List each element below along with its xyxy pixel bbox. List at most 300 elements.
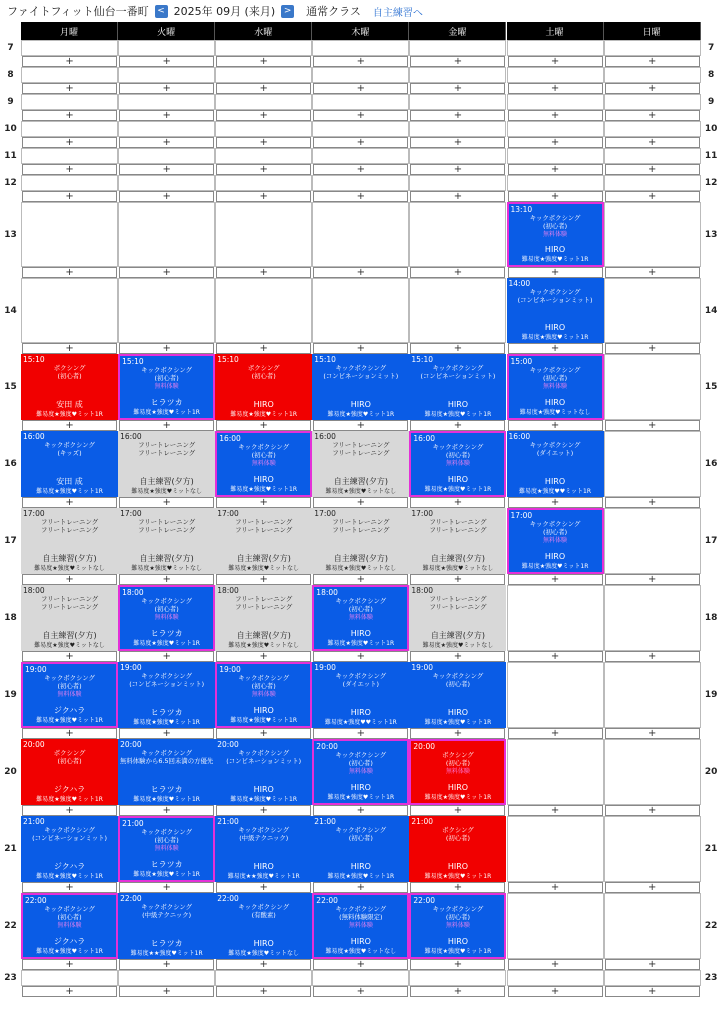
schedule-cell — [118, 40, 215, 56]
lesson-difficulty: 難易度★強度♥ミット1R — [424, 794, 492, 802]
lesson-name: キックボクシング — [335, 364, 387, 372]
add-lesson-button[interactable]: + — [22, 574, 117, 585]
lesson-coach: HIRO — [544, 244, 566, 254]
add-lesson-button[interactable]: + — [410, 164, 505, 175]
add-lesson-button[interactable]: + — [313, 343, 408, 354]
hour-label-right: 22 — [704, 921, 718, 931]
schedule-cell — [507, 816, 604, 882]
add-lesson-button[interactable]: + — [22, 267, 117, 278]
add-lesson-button[interactable]: + — [216, 497, 311, 508]
lesson-card[interactable] — [409, 816, 506, 882]
lesson-coach: HIRO — [544, 476, 566, 486]
add-lesson-button[interactable]: + — [216, 110, 311, 121]
lesson-card[interactable] — [215, 585, 312, 651]
add-lesson-button[interactable]: + — [216, 267, 311, 278]
lesson-name: フリートレーニング — [429, 595, 487, 603]
add-lesson-button[interactable]: + — [119, 137, 214, 148]
add-lesson-button[interactable]: + — [605, 882, 700, 893]
add-lesson-button[interactable]: + — [508, 56, 603, 67]
add-lesson-button[interactable]: + — [313, 110, 408, 121]
lesson-subtitle: (初心者) — [251, 372, 276, 380]
lesson-coach: ヒラツカ — [150, 707, 183, 717]
add-lesson-button[interactable]: + — [605, 343, 700, 354]
lesson-difficulty: 難易度★強度♥ミットなし — [34, 642, 105, 650]
lesson-coach: 自主練習(夕方) — [236, 630, 291, 640]
lesson-difficulty: 難易度★強度♥ミット1R — [36, 488, 103, 496]
add-lesson-button[interactable]: + — [216, 164, 311, 175]
lesson-name: キックボクシング — [44, 905, 95, 913]
add-lesson-button[interactable]: + — [508, 651, 603, 662]
hour-label-left: 9 — [7, 97, 14, 107]
schedule-cell — [507, 94, 604, 110]
add-lesson-button[interactable]: + — [313, 420, 408, 431]
lesson-name: キックボクシング — [238, 674, 290, 682]
lesson-time: 22:00 — [316, 896, 338, 905]
lesson-name: キックボクシング — [432, 905, 484, 913]
add-lesson-button[interactable]: + — [22, 805, 117, 816]
lesson-difficulty: 難易度★強度♥ミット1R — [230, 486, 298, 494]
lesson-coach: ジクハラ — [53, 705, 86, 715]
add-lesson-button[interactable]: + — [119, 191, 214, 202]
add-lesson-button[interactable]: + — [410, 56, 505, 67]
hour-label-left: 22 — [4, 921, 17, 931]
lesson-difficulty: 難易度★強度♥ミットなし — [325, 565, 397, 573]
hour-label-right: 14 — [704, 305, 718, 316]
lesson-name: フリートレーニング — [138, 518, 196, 526]
schedule-cell — [312, 970, 409, 986]
lesson-card[interactable] — [215, 508, 312, 574]
hour-label-right: 23 — [704, 973, 718, 983]
lesson-coach: 安田 成 — [56, 399, 83, 409]
lesson-coach: ジクハラ — [53, 861, 86, 871]
lesson-card[interactable] — [118, 662, 215, 728]
hour-label-right: 13 — [704, 229, 718, 240]
next-month-button[interactable]: > — [281, 5, 294, 18]
lesson-card[interactable] — [21, 816, 118, 882]
add-lesson-button[interactable]: + — [119, 497, 214, 508]
add-lesson-button[interactable]: + — [605, 805, 700, 816]
lesson-name: キックボクシング — [141, 672, 192, 680]
schedule-cell — [312, 278, 409, 343]
add-lesson-button[interactable]: + — [313, 191, 408, 202]
schedule-cell — [604, 67, 701, 83]
self-practice-link[interactable]: 自主練習へ — [372, 7, 423, 19]
prev-month-button[interactable]: < — [155, 5, 168, 18]
lesson-coach: HIRO — [447, 707, 469, 717]
lesson-time: 21:00 — [23, 817, 45, 826]
schedule-cell — [21, 175, 118, 191]
lesson-time: 18:00 — [23, 586, 45, 595]
lesson-name: ボクシング — [53, 749, 86, 757]
lesson-card[interactable] — [21, 431, 118, 497]
add-lesson-button[interactable]: + — [508, 805, 603, 816]
lesson-coach: HIRO — [447, 474, 469, 484]
lesson-card[interactable] — [507, 278, 604, 343]
schedule-cell — [312, 121, 409, 137]
lesson-card[interactable] — [215, 431, 312, 497]
lesson-subtitle: (ダイエット) — [342, 680, 380, 688]
lesson-subtitle: フリートレーニング — [429, 603, 487, 611]
add-lesson-button[interactable]: + — [605, 959, 700, 970]
add-lesson-button[interactable]: + — [410, 959, 505, 970]
lesson-name: キックボクシング — [529, 520, 581, 528]
add-lesson-button[interactable]: + — [605, 137, 700, 148]
hour-label-left: 17 — [4, 536, 17, 546]
hour-label-left: 20 — [4, 767, 17, 777]
lesson-card[interactable] — [21, 662, 118, 728]
add-lesson-button[interactable]: + — [410, 805, 505, 816]
add-lesson-button[interactable]: + — [508, 110, 603, 121]
add-lesson-button[interactable]: + — [119, 267, 214, 278]
lesson-coach: ジクハラ — [53, 936, 86, 946]
schedule-cell — [604, 431, 701, 497]
lesson-card[interactable] — [409, 508, 506, 574]
lesson-subtitle: (中級テクニック) — [239, 834, 289, 842]
add-lesson-button[interactable]: + — [313, 164, 408, 175]
add-lesson-button[interactable]: + — [508, 574, 603, 585]
add-lesson-button[interactable]: + — [119, 56, 214, 67]
add-lesson-button[interactable]: + — [119, 651, 214, 662]
lesson-difficulty: 難易度★強度♥ミットなし — [34, 565, 105, 573]
add-lesson-button[interactable]: + — [313, 882, 408, 893]
lesson-card[interactable] — [118, 508, 215, 574]
add-lesson-button[interactable]: + — [410, 191, 505, 202]
add-lesson-button[interactable]: + — [605, 497, 700, 508]
lesson-card[interactable] — [312, 431, 409, 497]
hour-label-left: 8 — [7, 70, 14, 80]
lesson-card[interactable] — [215, 662, 312, 728]
add-lesson-button[interactable]: + — [22, 986, 117, 997]
lesson-subtitle: フリートレーニング — [429, 526, 487, 534]
schedule-cell — [409, 40, 506, 56]
lesson-card[interactable] — [312, 508, 409, 574]
lesson-card[interactable] — [118, 431, 215, 497]
hour-label-right: 20 — [704, 767, 718, 777]
hour-label-left: 18 — [4, 613, 17, 623]
add-lesson-button[interactable]: + — [313, 497, 408, 508]
schedule-cell — [409, 121, 506, 137]
schedule-cell — [118, 278, 215, 343]
lesson-time: 18:00 — [316, 588, 338, 597]
add-lesson-button[interactable]: + — [508, 343, 603, 354]
add-lesson-button[interactable]: + — [410, 986, 505, 997]
hour-label-right: 15 — [704, 382, 718, 392]
add-lesson-button[interactable]: + — [119, 574, 214, 585]
lesson-card[interactable] — [215, 739, 312, 805]
lesson-card[interactable] — [507, 431, 604, 497]
add-lesson-button[interactable]: + — [313, 267, 408, 278]
lesson-trial-label: 無料体験 — [543, 537, 568, 544]
lesson-coach: 自主練習(夕方) — [430, 630, 486, 640]
lesson-time: 22:00 — [120, 894, 142, 903]
add-lesson-button[interactable]: + — [508, 728, 603, 739]
lesson-difficulty: 難易度★強度♥ミットなし — [422, 642, 494, 650]
lesson-difficulty: 難易度★強度♥ミット1R — [424, 873, 492, 881]
lesson-card[interactable] — [312, 893, 409, 959]
add-lesson-button[interactable]: + — [119, 343, 214, 354]
add-lesson-button[interactable]: + — [22, 83, 117, 94]
add-lesson-button[interactable]: + — [508, 420, 603, 431]
schedule-cell — [507, 585, 604, 651]
add-lesson-button[interactable]: + — [605, 110, 700, 121]
lesson-card[interactable] — [409, 354, 506, 420]
add-lesson-button[interactable]: + — [508, 191, 603, 202]
add-lesson-button[interactable]: + — [119, 420, 214, 431]
lesson-subtitle: (ダイエット) — [536, 449, 574, 457]
lesson-coach: HIRO — [350, 861, 371, 871]
add-lesson-button[interactable]: + — [22, 110, 117, 121]
schedule-cell — [604, 354, 701, 420]
schedule-cell — [409, 278, 506, 343]
lesson-difficulty: 難易度★強度♥ミットなし — [422, 565, 494, 573]
lesson-coach: HIRO — [350, 628, 371, 638]
add-lesson-button[interactable]: + — [605, 728, 700, 739]
add-lesson-button[interactable]: + — [313, 959, 408, 970]
hour-label-left: 12 — [4, 178, 17, 188]
add-lesson-button[interactable]: + — [508, 882, 603, 893]
add-lesson-button[interactable]: + — [605, 574, 700, 585]
lesson-difficulty: 難易度★強度♥ミット1R — [133, 719, 200, 727]
lesson-subtitle: フリートレーニング — [235, 603, 293, 611]
add-lesson-button[interactable]: + — [22, 56, 117, 67]
schedule-cell — [604, 662, 701, 728]
lesson-card[interactable] — [215, 893, 312, 959]
add-lesson-button[interactable]: + — [410, 728, 505, 739]
lesson-time: 16:00 — [219, 434, 241, 443]
lesson-card[interactable] — [312, 739, 409, 805]
lesson-card[interactable] — [409, 585, 506, 651]
add-lesson-button[interactable]: + — [22, 959, 117, 970]
add-lesson-button[interactable]: + — [216, 651, 311, 662]
add-lesson-button[interactable]: + — [216, 574, 311, 585]
lesson-card[interactable] — [118, 585, 215, 651]
lesson-difficulty: 難易度★強度♥ミット1R — [521, 563, 589, 571]
add-lesson-button[interactable]: + — [410, 267, 505, 278]
schedule-cell — [604, 40, 701, 56]
add-lesson-button[interactable]: + — [216, 137, 311, 148]
lesson-card[interactable] — [409, 893, 506, 959]
add-lesson-button[interactable]: + — [605, 164, 700, 175]
schedule-cell — [21, 202, 118, 267]
lesson-coach: HIRO — [253, 474, 274, 484]
add-lesson-button[interactable]: + — [216, 420, 311, 431]
lesson-subtitle: フリートレーニング — [332, 449, 390, 457]
add-lesson-button[interactable]: + — [216, 191, 311, 202]
add-lesson-button[interactable]: + — [119, 959, 214, 970]
schedule-cell — [312, 202, 409, 267]
lesson-difficulty: 難易度★強度♥ミット1R — [327, 640, 395, 648]
lesson-coach: ヒラツカ — [150, 784, 183, 794]
schedule-cell — [118, 175, 215, 191]
lesson-card[interactable] — [21, 585, 118, 651]
lesson-trial-label: 無料体験 — [154, 614, 179, 621]
add-lesson-button[interactable]: + — [313, 574, 408, 585]
lesson-card[interactable] — [21, 893, 118, 959]
schedule-cell — [604, 148, 701, 164]
add-lesson-button[interactable]: + — [410, 110, 505, 121]
add-lesson-button[interactable]: + — [216, 959, 311, 970]
add-lesson-button[interactable]: + — [605, 83, 700, 94]
hour-label-right: 17 — [704, 536, 718, 546]
lesson-name: キックボクシング — [529, 214, 581, 222]
lesson-coach: 自主練習(夕方) — [139, 553, 194, 563]
add-lesson-button[interactable]: + — [119, 110, 214, 121]
lesson-card[interactable] — [312, 816, 409, 882]
add-lesson-button[interactable]: + — [313, 83, 408, 94]
add-lesson-button[interactable]: + — [22, 343, 117, 354]
lesson-time: 15:00 — [510, 357, 533, 366]
add-lesson-button[interactable]: + — [216, 805, 311, 816]
lesson-coach: HIRO — [350, 936, 371, 946]
add-lesson-button[interactable]: + — [410, 497, 505, 508]
add-lesson-button[interactable]: + — [410, 651, 505, 662]
lesson-card[interactable] — [409, 739, 506, 805]
lesson-card[interactable] — [409, 662, 506, 728]
add-lesson-button[interactable]: + — [313, 805, 408, 816]
lesson-card[interactable] — [21, 508, 118, 574]
day-header-0: 月曜 — [21, 22, 118, 40]
add-lesson-button[interactable]: + — [119, 882, 214, 893]
add-lesson-button[interactable]: + — [119, 83, 214, 94]
lesson-card[interactable] — [118, 816, 215, 882]
add-lesson-button[interactable]: + — [119, 728, 214, 739]
add-lesson-button[interactable]: + — [410, 343, 505, 354]
lesson-card[interactable] — [312, 354, 409, 420]
add-lesson-button[interactable]: + — [410, 137, 505, 148]
add-lesson-button[interactable]: + — [605, 267, 700, 278]
add-lesson-button[interactable]: + — [22, 882, 117, 893]
lesson-difficulty: 難易度★強度♥ミット1R — [36, 796, 103, 804]
lesson-card[interactable] — [21, 354, 118, 420]
add-lesson-button[interactable]: + — [410, 83, 505, 94]
add-lesson-button[interactable]: + — [22, 164, 117, 175]
hour-label-right: 9 — [708, 97, 715, 107]
lesson-coach: HIRO — [350, 707, 371, 717]
lesson-card[interactable] — [118, 354, 215, 420]
lesson-name: フリートレーニング — [138, 441, 196, 449]
lesson-difficulty: 難易度★強度♥ミットなし — [131, 488, 202, 496]
lesson-coach: 安田 成 — [56, 476, 83, 486]
add-lesson-button[interactable]: + — [22, 651, 117, 662]
lesson-card[interactable] — [215, 816, 312, 882]
lesson-trial-label: 無料体験 — [251, 691, 276, 698]
lesson-card[interactable] — [21, 739, 118, 805]
hour-label-left: 10 — [4, 124, 17, 134]
add-lesson-button[interactable]: + — [313, 651, 408, 662]
lesson-subtitle: (初心者) — [445, 759, 471, 767]
add-lesson-button[interactable]: + — [508, 497, 603, 508]
schedule-cell — [215, 175, 312, 191]
lesson-coach: HIRO — [544, 322, 566, 332]
lesson-coach: 自主練習(夕方) — [430, 553, 486, 563]
add-lesson-button[interactable]: + — [410, 882, 505, 893]
schedule-cell — [604, 202, 701, 267]
lesson-card[interactable] — [409, 431, 506, 497]
add-lesson-button[interactable]: + — [508, 83, 603, 94]
add-lesson-button[interactable]: + — [22, 191, 117, 202]
add-lesson-button[interactable]: + — [508, 164, 603, 175]
add-lesson-button[interactable]: + — [508, 959, 603, 970]
lesson-coach: HIRO — [447, 861, 469, 871]
lesson-difficulty: 難易度★強度♥ミット1R — [424, 411, 492, 419]
schedule-cell — [312, 67, 409, 83]
lesson-card[interactable] — [507, 354, 604, 420]
add-lesson-button[interactable]: + — [508, 986, 603, 997]
lesson-difficulty: 難易度★強度♥ミット1R — [327, 794, 395, 802]
add-lesson-button[interactable]: + — [216, 56, 311, 67]
hour-label-left: 7 — [7, 43, 14, 53]
lesson-card[interactable] — [312, 662, 409, 728]
lesson-time: 18:00 — [217, 586, 239, 595]
add-lesson-button[interactable]: + — [508, 137, 603, 148]
lesson-card[interactable] — [312, 585, 409, 651]
add-lesson-button[interactable]: + — [605, 651, 700, 662]
hour-label-right: 7 — [708, 43, 715, 53]
add-lesson-button[interactable]: + — [605, 191, 700, 202]
add-lesson-button[interactable]: + — [119, 986, 214, 997]
add-lesson-button[interactable]: + — [119, 164, 214, 175]
lesson-difficulty: 難易度★★強度♥ミット1R — [227, 873, 300, 881]
lesson-card[interactable] — [507, 508, 604, 574]
add-lesson-button[interactable]: + — [22, 137, 117, 148]
add-lesson-button[interactable]: + — [313, 56, 408, 67]
lesson-card[interactable] — [215, 354, 312, 420]
add-lesson-button[interactable]: + — [216, 343, 311, 354]
add-lesson-button[interactable]: + — [22, 497, 117, 508]
lesson-card[interactable] — [507, 202, 604, 267]
lesson-name: フリートレーニング — [235, 595, 293, 603]
schedule-cell — [118, 970, 215, 986]
schedule-cell — [604, 585, 701, 651]
add-lesson-button[interactable]: + — [313, 986, 408, 997]
lesson-coach: 自主練習(夕方) — [139, 476, 194, 486]
lesson-coach: 自主練習(夕方) — [333, 476, 388, 486]
add-lesson-button[interactable]: + — [216, 83, 311, 94]
lesson-difficulty: 難易度★強度♥ミット1R — [133, 409, 200, 417]
lesson-card[interactable] — [118, 739, 215, 805]
add-lesson-button[interactable]: + — [216, 728, 311, 739]
add-lesson-button[interactable]: + — [22, 420, 117, 431]
hour-label-left: 19 — [4, 690, 17, 700]
schedule-cell — [604, 278, 701, 343]
add-lesson-button[interactable]: + — [313, 137, 408, 148]
add-lesson-button[interactable]: + — [313, 728, 408, 739]
add-lesson-button[interactable]: + — [605, 56, 700, 67]
lesson-difficulty: 難易度★強度♥ミットなし — [228, 642, 300, 650]
add-lesson-button[interactable]: + — [410, 420, 505, 431]
lesson-coach: HIRO — [447, 936, 469, 946]
lesson-card[interactable] — [118, 893, 215, 959]
add-lesson-button[interactable]: + — [216, 882, 311, 893]
day-header-2: 水曜 — [215, 22, 312, 40]
add-lesson-button[interactable]: + — [605, 986, 700, 997]
lesson-subtitle: (初心者) — [154, 836, 179, 844]
hour-label-right: 8 — [708, 70, 715, 80]
lesson-subtitle: (コンビネーションミット) — [517, 296, 593, 304]
add-lesson-button[interactable]: + — [22, 728, 117, 739]
add-lesson-button[interactable]: + — [119, 805, 214, 816]
add-lesson-button[interactable]: + — [410, 574, 505, 585]
add-lesson-button[interactable]: + — [605, 420, 700, 431]
lesson-coach: HIRO — [253, 861, 274, 871]
lesson-name: キックボクシング — [141, 749, 192, 757]
schedule-cell — [507, 970, 604, 986]
schedule-cell — [604, 508, 701, 574]
hour-label-left: 23 — [4, 973, 17, 983]
lesson-time: 14:00 — [508, 279, 531, 288]
add-lesson-button[interactable]: + — [216, 986, 311, 997]
add-lesson-button[interactable]: + — [508, 267, 603, 278]
